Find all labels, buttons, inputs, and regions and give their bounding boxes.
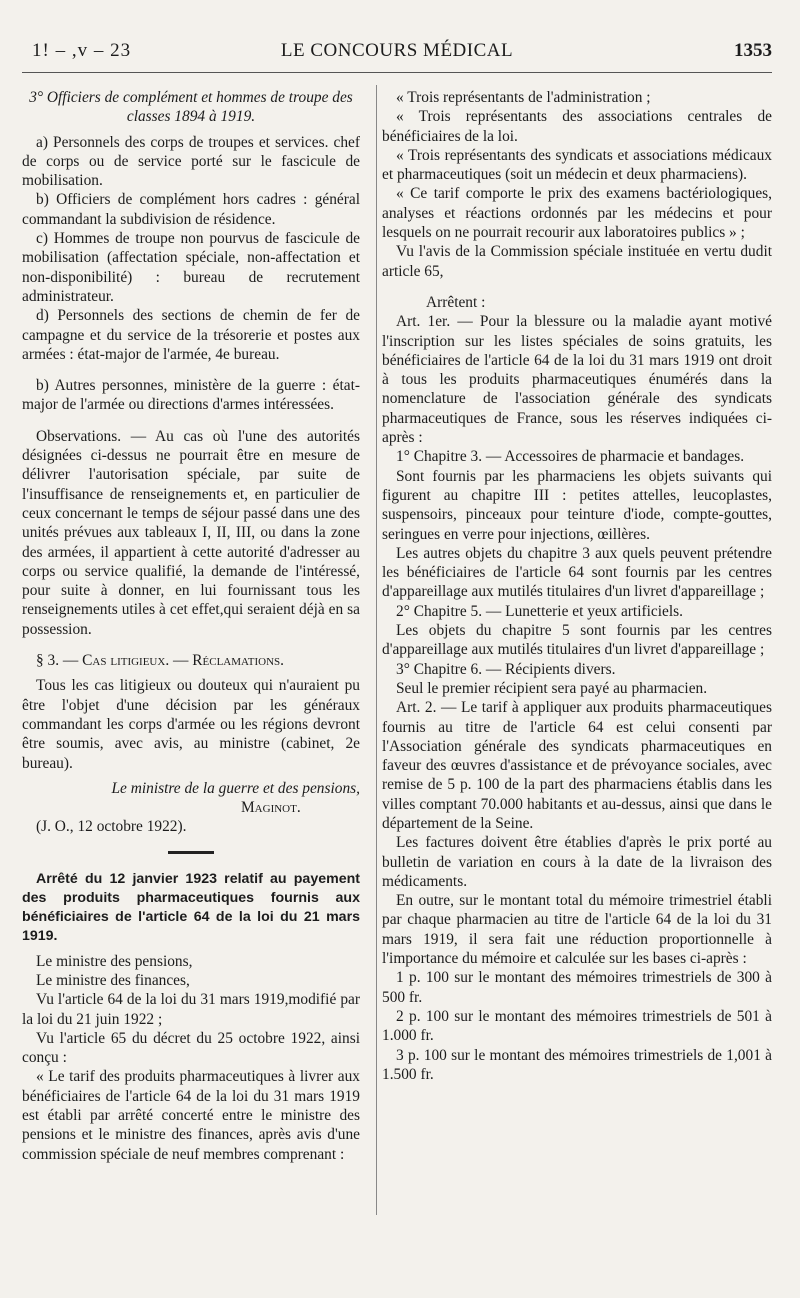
section-separator	[168, 851, 214, 854]
header-rule	[22, 72, 772, 73]
journal-reference: (J. O., 12 octobre 1922).	[36, 818, 187, 836]
paragraph: a) Personnels des corps de troupes et services. chef de corps ou de service porté sur le fascicule de mobilisation.	[22, 133, 360, 190]
paragraph: « Trois représentants des syndicats et associations médicaux et pharmaceutiques (soit un médecin et deux pharmaciens).	[382, 146, 772, 184]
paragraph: 2 p. 100 sur le montant des mémoires trimestriels de 501 à 1.000 fr.	[382, 1007, 772, 1045]
paragraph: Les objets du chapitre 5 sont fournis par les centres d'appareillage aux mutilés titulaires d'un livret d'appareillage ;	[382, 622, 772, 659]
arretent-heading: Arrêtent :	[426, 293, 486, 311]
observations-paragraph: Observations. — Au cas où l'une des autorités désignées ci-dessus ne pourrait être en mesure de délivrer l'autorisation spéciale, par suite de l'insuffisance de renseignements et, en particulier de ceux concernant le temps de séjour passé dans une des unités prévues aux tableaux I, II, III, ou dans la zone des armées, il appartient à cette autorité d'adresser au corps ou service qualifié, la demande de l'intéressé, pour suite à donner, en lui fournissant tous les renseignements utiles à cet effet,qui seraient déjà en sa possession.	[22, 427, 360, 638]
paragraph: 1 p. 100 sur le montant des mémoires trimestriels de 300 à 500 fr.	[382, 969, 772, 1006]
left-column	[22, 88, 360, 1164]
right-column	[382, 88, 772, 1084]
column-divider	[376, 85, 377, 1215]
paragraph: 1° Chapitre 3. — Accessoires de pharmacie et bandages.	[396, 448, 745, 466]
paragraph: Les autres objets du chapitre 3 aux quels peuvent prétendre les bénéficiaires de l'article 64 sont fournis par les centres d'appareillage aux mutilés titulaires d'un livret d'appareillage ;	[382, 544, 772, 601]
signature-line: Le ministre de la guerre et des pensions,	[111, 779, 360, 797]
page-header	[22, 38, 772, 68]
article-1: Art. 1er. — Pour la blessure ou la maladie ayant motivé l'inscription sur les listes spéciales de soins gratuits, les bénéficiaires de l'article 64 de la loi du 31 mars 1919 ont droit à tous les produits pharmaceutiques énumérés dans la nomenclature de l'association générale des syndicats pharmaceutiques de France, sous les réserves indiquées ci-après :	[382, 313, 772, 447]
journal-title: LE CONCOURS MÉDICAL	[280, 40, 514, 61]
paragraph: Le ministre des finances,	[36, 971, 190, 989]
page-number: 1353	[734, 40, 772, 61]
paragraph: « Trois représentants de l'administration ;	[396, 89, 651, 106]
paragraph: Vu l'avis de la Commission spéciale instituée en vertu dudit article 65,	[382, 243, 772, 280]
arrete-title: Arrêté du 12 janvier 1923 relatif au payement des produits pharmaceutiques fournis aux bénéficiaires de l'article 64 de la loi du 21 mars 1919.	[22, 870, 360, 944]
header-issue-ref: 1! – ,v – 23	[32, 40, 132, 61]
paragraph: 2° Chapitre 5. — Lunetterie et yeux artificiels.	[396, 602, 683, 620]
signature-name: Maginot.	[241, 799, 301, 817]
paragraph: c) Hommes de troupe non pourvus de fascicule de mobilisation (affectation spéciale, non-affectation et non-disponibilité) : bureau de recrutement administrateur.	[22, 230, 360, 305]
paragraph: Vu l'article 65 du décret du 25 octobre 1922, ainsi conçu :	[22, 1029, 360, 1067]
paragraph: 3 p. 100 sur le montant des mémoires trimestriels de 1,001 à 1.500 fr.	[382, 1046, 772, 1083]
paragraph: Seul le premier récipient sera payé au pharmacien.	[396, 679, 708, 697]
paragraph: 3° Chapitre 6. — Récipients divers.	[396, 660, 616, 678]
paragraph: b) Officiers de complément hors cadres : général commandant la subdivision de résidence.	[22, 191, 360, 228]
paragraph: 3° Officiers de complément et hommes de troupe des classes 1894 à 1919.	[29, 89, 353, 126]
section-heading: § 3. — Cas litigieux. — Réclamations.	[36, 652, 284, 670]
paragraph: b) Autres personnes, ministère de la guerre : état-major de l'armée ou directions d'armes intéressées.	[22, 377, 360, 414]
paragraph: Les factures doivent être établies d'après le prix porté au bulletin de variation en cours à la date de la livraison des médicaments.	[382, 834, 772, 890]
paragraph: « Le tarif des produits pharmaceutiques à livrer aux bénéficiaires de l'article 64 de la loi du 31 mars 1919 est établi par arrêté concerté entre le ministre des pensions et le ministre des finances, après avis d'une commission spéciale de neuf membres comprenant :	[22, 1068, 360, 1163]
paragraph: Le ministre des pensions,	[36, 952, 193, 970]
paragraph: « Trois représentants des associations centrales de bénéficiaires de la loi.	[382, 108, 772, 145]
paragraph: En outre, sur le montant total du mémoire trimestriel établi par chaque pharmacien au titre de l'article 64 de la loi du 31 mars 1919, il sera fait une réduction proportionnelle à l'importance du mémoire et calculée sur les bases ci-après :	[382, 892, 772, 968]
paragraph: Sont fournis par les pharmaciens les objets suivants qui figurent au chapitre III : petites attelles, leucoplastes, suspensoirs, pinceaux pour teinture d'iode, compte-gouttes, seringues en verre pour injections, œillères.	[382, 467, 772, 543]
paragraph: d) Personnels des sections de chemin de fer de campagne et du service de la trésorerie et postes aux armées : état-major de l'armée, 4e bureau.	[22, 307, 360, 363]
article-2: Art. 2. — Le tarif à appliquer aux produits pharmaceutiques fournis au titre de l'article 64 est celui consenti par l'Association générale des syndicats pharmaceutiques en faveur des œuvres d'assistance et de prévoyance sociales, avec remise de 5 p. 100 de la part des pharmaciens établis dans les villes comptant 70.000 habitants et au-dessus, ainsi que dans le département de la Seine.	[382, 699, 772, 832]
paragraph: « Ce tarif comporte le prix des examens bactériologiques, analyses et réactions ordonnés par les médecins et pour lesquels on ne pourrait recourir aux laboratoires publics » ;	[382, 185, 772, 242]
paragraph: Vu l'article 64 de la loi du 31 mars 1919,modifié par la loi du 21 juin 1922 ;	[22, 991, 360, 1028]
paragraph: Tous les cas litigieux ou douteux qui n'auraient pu être l'objet d'une décision par les généraux commandant les corps d'armée ou les régions devront être soumis, avec avis, au ministre (cabinet, 2e bureau).	[22, 677, 360, 772]
